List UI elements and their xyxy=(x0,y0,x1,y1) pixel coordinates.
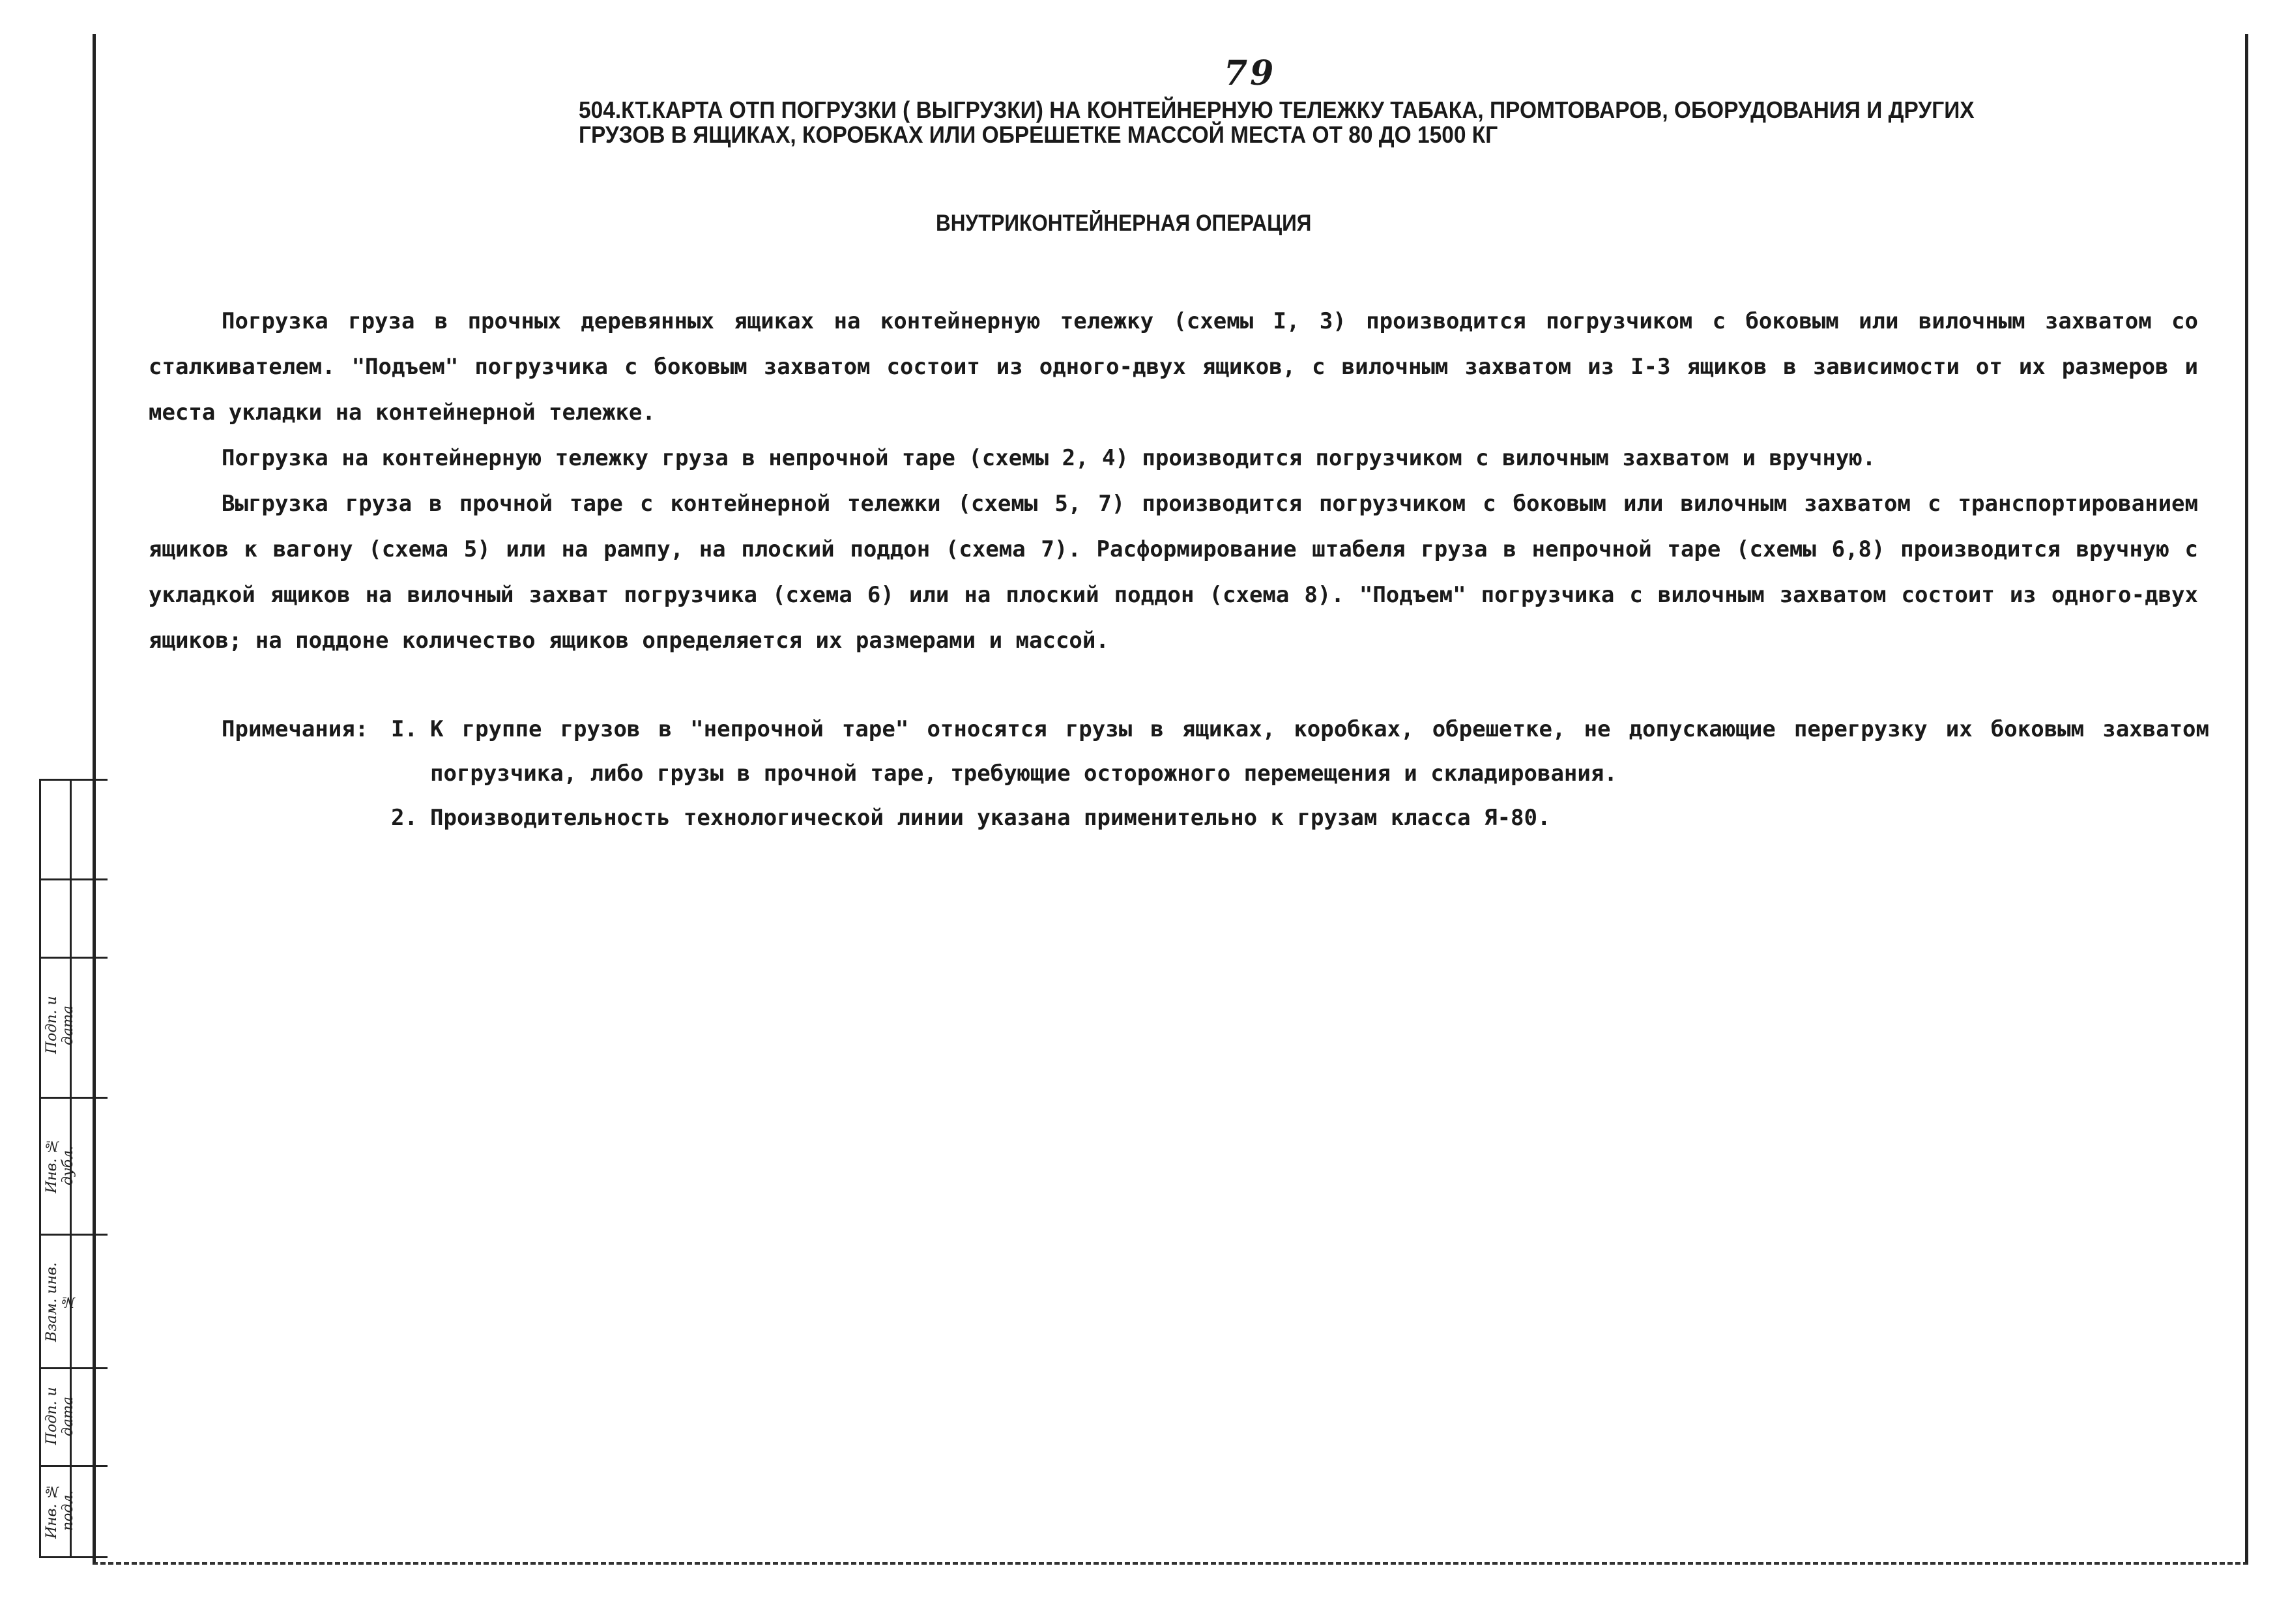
stamp-cell xyxy=(41,1234,108,1369)
paragraph-loading-strong-crates: Погрузка груза в прочных деревянных ящиках на контейнерную тележку (схемы I, 3) производится погрузчиком с боковым или вилочным захватом со сталкивателем. "Подъем" погрузчика с боковым захватом состоит из одного-двух ящиков, с вилочным захватом из I-3 ящиков в зависимости от их размеров и места укладки на контейнерной тележке. xyxy=(149,308,2198,426)
stamp-cell xyxy=(41,878,108,959)
stamp-label: Инв. № подл. xyxy=(44,1483,76,1539)
notes-label: Примечания: xyxy=(222,716,369,742)
paragraph-unloading: Выгрузка груза в прочной таре с контейнерной тележки (схемы 5, 7) производится погрузчиком с боковым или вилочным захватом с транспортированием ящиков к вагону (схема 5) или на рампу, на плоский поддон (схема 7). Расформирование штабеля груза в непрочной таре (схемы 6,8) производится вручную с укладкой ящиков на вилочный захват погрузчика (схема 6) или на плоский поддон (схема 8). "Подъем" погрузчика с вилочным захватом состоит из одного-двух ящиков; на поддоне количество ящиков определяется их размерами и массой. xyxy=(149,491,2198,654)
note-text: К группе грузов в "непрочной таре" относятся грузы в ящиках, коробках, обрешетке, не допускающие перегрузку их боковым захватом погрузчика, либо грузы в прочной таре, требующие осторожного перемещения и складирования. xyxy=(430,716,2209,787)
paragraph-loading-weak-containers: Погрузка на контейнерную тележку груза в непрочной таре (схемы 2, 4) производится погрузчиком с вилочным захватом и вручную. xyxy=(222,445,1876,471)
stamp-label: Инв. № дубл. xyxy=(44,1137,76,1193)
document-title-line-2: ГРУЗОВ В ЯЩИКАХ, КОРОБКАХ ИЛИ ОБРЕШЕТКЕ МАССОЙ МЕСТА ОТ 80 ДО 1500 КГ xyxy=(579,121,1498,148)
note-item xyxy=(391,796,2209,840)
notes-section xyxy=(222,707,2209,840)
stamp-cell xyxy=(41,957,108,1099)
stamp-cell xyxy=(41,781,108,880)
note-number: 2. xyxy=(391,805,418,831)
stamp-label: Взам. инв. № xyxy=(44,1262,76,1342)
note-number: I. xyxy=(391,716,418,742)
stamp-cell xyxy=(41,1097,108,1236)
notes-list xyxy=(391,707,2209,840)
note-text: Производительность технологической линии указана применительно к грузам класса Я-80. xyxy=(430,805,1551,831)
stamp-cell xyxy=(41,1465,108,1556)
stamp-label: Подп. и дата xyxy=(44,996,76,1054)
document-title-line-1: 504.КТ.КАРТА ОТП ПОГРУЗКИ ( ВЫГРУЗКИ) НА КОНТЕЙНЕРНУЮ ТЕЛЕЖКУ ТАБАКА, ПРОМТОВАРОВ, ОБОРУДОВАНИЯ И ДРУГИХ xyxy=(579,96,1975,123)
stamp-divider xyxy=(70,781,72,878)
stamp-divider xyxy=(70,878,72,957)
document-title xyxy=(579,98,1997,147)
stamp-label: Подп. и дата xyxy=(44,1387,76,1445)
note-item xyxy=(391,707,2209,796)
page-number: 79 xyxy=(1224,53,1277,93)
section-heading: ВНУТРИКОНТЕЙНЕРНАЯ ОПЕРАЦИЯ xyxy=(936,210,1312,236)
body-text xyxy=(149,298,2198,663)
stamp-cell xyxy=(41,1367,108,1467)
title-block-stamp xyxy=(39,779,108,1558)
